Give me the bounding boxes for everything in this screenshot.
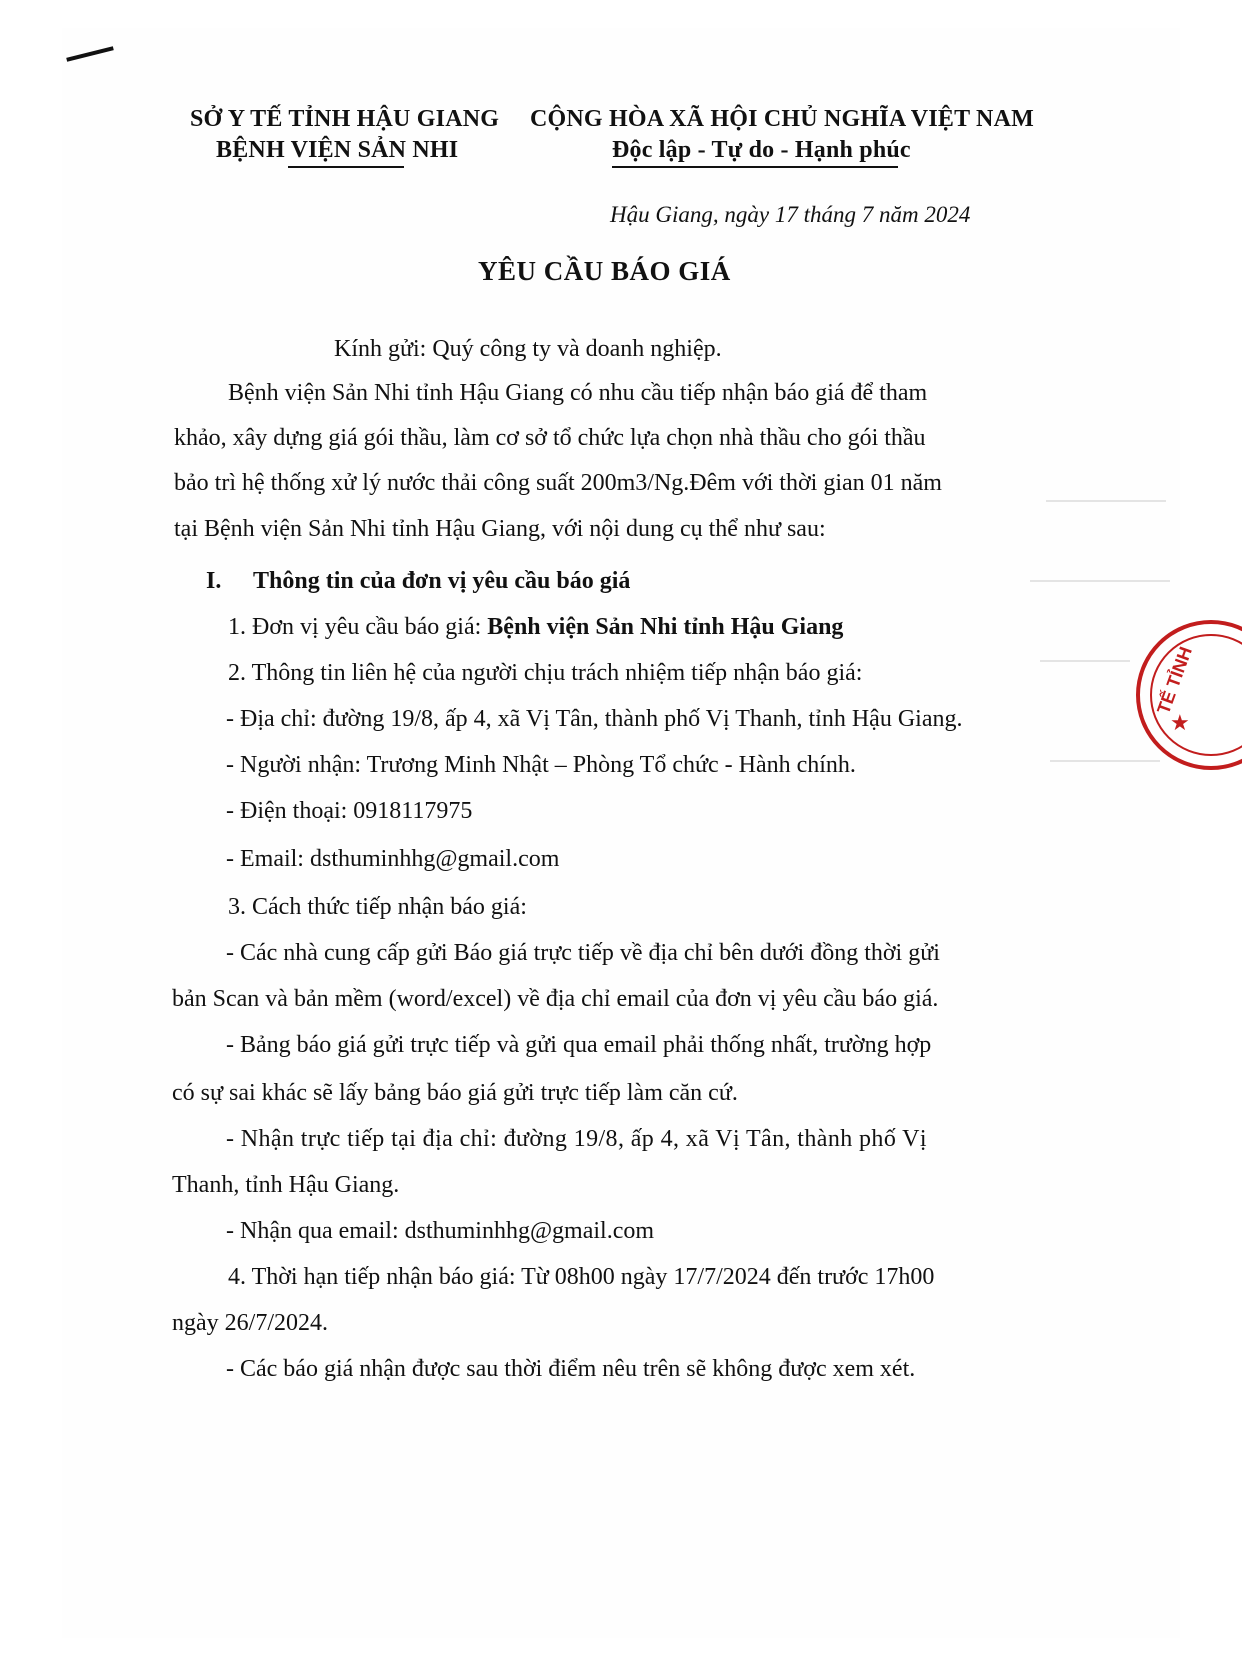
item1-line [228,612,843,642]
item3-bullet4: - Nhận qua email: dsthuminhhg@gmail.com [226,1218,655,1244]
section-number: I. [206,568,222,594]
scan-artifact [1050,760,1160,762]
item3-bullet3-line1: - Nhận trực tiếp tại địa chỉ: đường 19/8, ấp 4, xã Vị Tân, thành phố Vị [226,1126,927,1152]
scan-artifact [1046,500,1166,502]
date-line: Hậu Giang, ngày 17 tháng 7 năm 2024 [610,202,971,227]
item1-value: Bệnh viện Sản Nhi tỉnh Hậu Giang [487,614,844,640]
intro-line-4: tại Bệnh viện Sản Nhi tỉnh Hậu Giang, với nội dung cụ thể như sau: [174,516,826,542]
contact-recipient: - Người nhận: Trương Minh Nhật – Phòng Tổ chức - Hành chính. [226,752,856,778]
item3-label: 3. Cách thức tiếp nhận báo giá: [228,894,527,920]
scan-artifact [1030,580,1170,582]
scan-artifact [1040,660,1130,662]
seal-star-icon: ★ [1170,710,1190,735]
item3-bullet1-line1: - Các nhà cung cấp gửi Báo giá trực tiếp về địa chỉ bên dưới đồng thời gửi [226,940,940,966]
item1-label: 1. Đơn vị yêu cầu báo giá: [228,614,488,640]
document-title: YÊU CẦU BÁO GIÁ [478,256,731,286]
item4-line1: 4. Thời hạn tiếp nhận báo giá: Từ 08h00 ngày 17/7/2024 đến trước 17h00 [228,1264,935,1290]
section-heading: Thông tin của đơn vị yêu cầu báo giá [253,568,631,594]
item4-note: - Các báo giá nhận được sau thời điểm nêu trên sẽ không được xem xét. [226,1356,916,1382]
greeting: Kính gửi: Quý công ty và doanh nghiệp. [334,336,722,362]
national-title: CỘNG HÒA XÃ HỘI CHỦ NGHĨA VIỆT NAM [530,106,1034,132]
item3-bullet3-line2: Thanh, tỉnh Hậu Giang. [172,1172,400,1198]
contact-address: - Địa chỉ: đường 19/8, ấp 4, xã Vị Tân, thành phố Vị Thanh, tỉnh Hậu Giang. [226,706,963,732]
national-motto: Độc lập - Tự do - Hạnh phúc [612,137,911,163]
contact-phone: - Điện thoại: 0918117975 [226,798,473,824]
hospital-name: BỆNH VIỆN SẢN NHI [216,137,459,163]
motto-underline [612,166,898,168]
department-name: SỞ Y TẾ TỈNH HẬU GIANG [190,106,500,132]
intro-line-3: bảo trì hệ thống xử lý nước thải công suất 200m3/Ng.Đêm với thời gian 01 năm [174,470,942,496]
intro-line-2: khảo, xây dựng giá gói thầu, làm cơ sở tổ chức lựa chọn nhà thầu cho gói thầu [174,425,926,451]
item3-bullet1-line2: bản Scan và bản mềm (word/excel) về địa chỉ email của đơn vị yêu cầu báo giá. [172,986,939,1012]
seal-text: TẾ TỈNH [1153,644,1196,717]
item3-bullet2-line1: - Bảng báo giá gửi trực tiếp và gửi qua email phải thống nhất, trường hợp [226,1032,932,1058]
hospital-underline [288,166,404,168]
intro-line-1: Bệnh viện Sản Nhi tỉnh Hậu Giang có nhu cầu tiếp nhận báo giá để tham [228,380,928,406]
contact-email: - Email: dsthuminhhg@gmail.com [226,846,560,872]
item2-label: 2. Thông tin liên hệ của người chịu trách nhiệm tiếp nhận báo giá: [228,660,863,686]
item3-bullet2-line2: có sự sai khác sẽ lấy bảng báo giá gửi trực tiếp làm căn cứ. [172,1080,738,1106]
item4-line2: ngày 26/7/2024. [172,1310,328,1336]
